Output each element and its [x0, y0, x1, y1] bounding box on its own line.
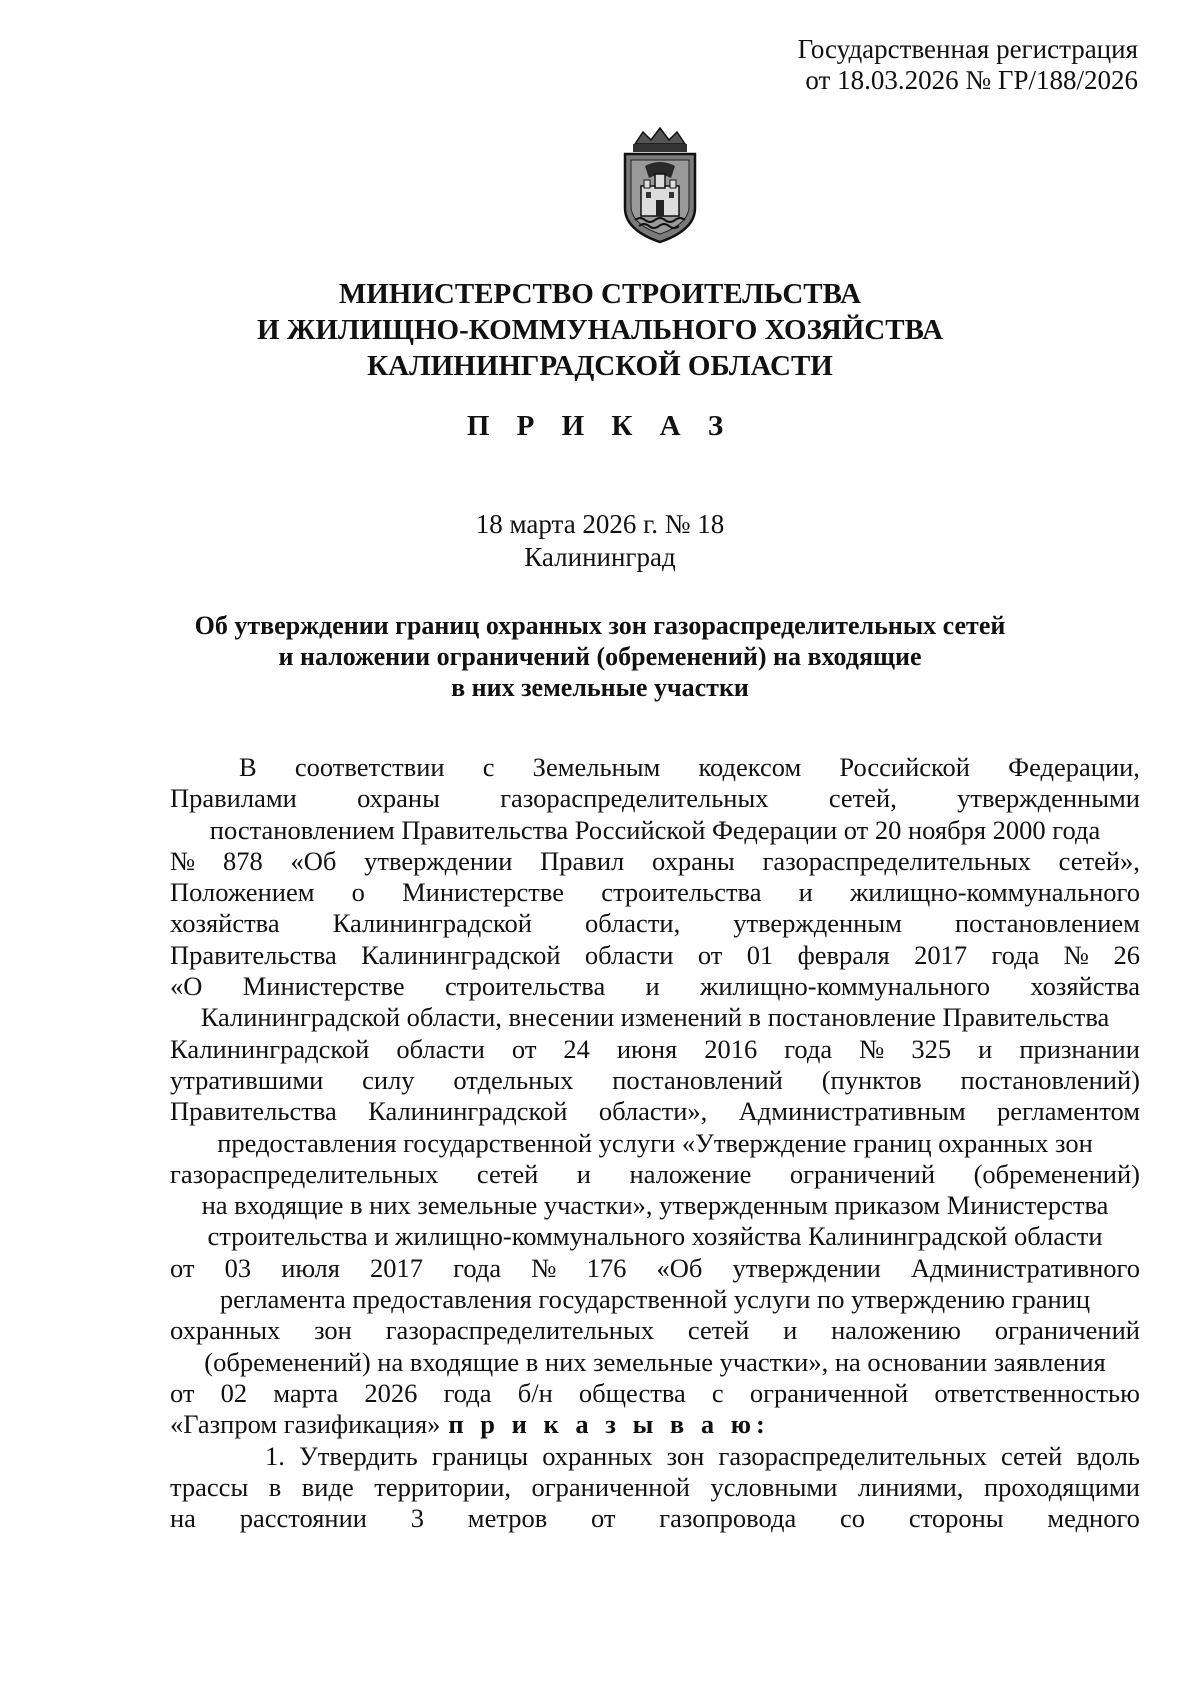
word: расстоянии: [239, 1503, 367, 1534]
word: постановлений): [960, 1064, 1140, 1095]
word: утверждении: [364, 845, 513, 876]
word: февраля: [797, 939, 890, 970]
ministry-name: [0, 276, 1200, 384]
word: границы: [431, 1440, 529, 1471]
word: Правил: [540, 845, 625, 876]
word: с: [482, 752, 495, 782]
registration-line-2: от 18.03.2026 № ГР/188/2026: [805, 65, 1138, 95]
word: постановлением: [954, 908, 1140, 939]
order-city: Калининград: [524, 542, 676, 572]
order-body: [170, 752, 1140, 1534]
word: 3: [410, 1503, 425, 1534]
word: предоставления государственной услуги «Утверждение границ охранных зон: [217, 1127, 1093, 1158]
word: «О: [170, 971, 203, 1002]
preamble-last-line: [170, 1409, 1140, 1440]
word: области: [396, 1033, 485, 1064]
text-line: [170, 1503, 1140, 1534]
word: силу: [362, 1064, 415, 1095]
word: утвержденным: [733, 908, 902, 939]
word: газораспределительных: [170, 1158, 439, 1189]
word: года: [453, 1252, 502, 1283]
word: газораспределительных: [385, 1315, 655, 1346]
word: Утвердить: [299, 1440, 418, 1471]
word: сетей,: [828, 783, 897, 814]
word: и: [978, 1033, 993, 1064]
word: утвержденными: [957, 783, 1140, 814]
text-line: [170, 1159, 1140, 1190]
word: «Об: [656, 1252, 703, 1283]
word: на: [170, 1503, 196, 1534]
word: 03: [224, 1252, 252, 1283]
word: и: [798, 877, 813, 908]
word: и: [783, 1315, 798, 1346]
word: проходящими: [983, 1471, 1140, 1502]
ministry-line-2: И ЖИЛИЩНО-КОММУНАЛЬНОГО ХОЗЯЙСТВА: [256, 314, 944, 346]
word: сетей: [687, 1315, 750, 1346]
word: вдоль: [1076, 1440, 1140, 1471]
word: б/н: [517, 1377, 553, 1408]
word: трассы: [170, 1471, 249, 1502]
word: и: [576, 1158, 591, 1189]
word: 24: [563, 1033, 590, 1064]
word: жилищно-коммунального: [850, 877, 1140, 908]
order-subject: [0, 610, 1200, 703]
word: области,: [585, 908, 681, 939]
text-line: [170, 783, 1140, 814]
text-line: [170, 1253, 1140, 1284]
word: Калининградской: [361, 939, 561, 970]
word: в: [268, 1471, 282, 1502]
word: 1.: [265, 1440, 285, 1471]
word: соответствии: [294, 752, 445, 782]
word: от: [697, 939, 723, 970]
word: общества: [578, 1377, 686, 1408]
word: «Об: [290, 845, 337, 876]
text-line: [170, 1441, 1140, 1472]
word: со: [840, 1503, 866, 1534]
word: кодексом: [698, 752, 802, 782]
word: года: [991, 939, 1040, 970]
word: Министерстве: [242, 971, 405, 1002]
word: наложению: [831, 1315, 961, 1346]
word: постановлением Правительства Российской Федерации от 20 ноября 2000 года: [209, 814, 1101, 845]
order-date: 18 марта 2026 г. № 18: [475, 509, 725, 539]
word: (обременений) на входящие в них земельные участки», на основании заявления: [204, 1346, 1106, 1377]
coat-of-arms-icon: [615, 126, 705, 246]
subject-line-1: Об утверждении границ охранных зон газораспределительных сетей: [194, 611, 1006, 640]
word: утратившими: [170, 1064, 324, 1095]
word: регламента предоставления государственной услуги по утверждению границ: [219, 1284, 1091, 1315]
word: Правилами: [170, 783, 297, 814]
text-line: [170, 1284, 1140, 1315]
ministry-line-3: КАЛИНИНГРАДСКОЙ ОБЛАСТИ: [367, 350, 833, 382]
word: области: [584, 939, 674, 970]
word: Федерации,: [1008, 752, 1140, 782]
text-line: [170, 1190, 1140, 1221]
word: области»,: [598, 1096, 708, 1127]
word: (обременений): [973, 1158, 1140, 1189]
text-line: [170, 1472, 1140, 1503]
text-line: [170, 1002, 1140, 1033]
word: 2026: [364, 1377, 418, 1408]
word: Калининградской: [332, 908, 532, 939]
word: газораспределительных: [718, 1440, 987, 1471]
word: о: [351, 877, 365, 908]
word: (пунктов: [821, 1064, 922, 1095]
word: утверждении: [732, 1252, 881, 1283]
text-line: [170, 1221, 1140, 1252]
text-line: [170, 971, 1140, 1002]
word: Земельным: [532, 752, 661, 782]
word: 02: [220, 1377, 248, 1408]
word: зон: [666, 1440, 705, 1471]
word: 2017: [370, 1252, 424, 1283]
word: 01: [746, 939, 774, 970]
decree-word: п р и к а з ы в а ю:: [448, 1409, 770, 1440]
word: отдельных: [453, 1064, 574, 1095]
text-line: [170, 815, 1140, 846]
order-item-1: [170, 1441, 1140, 1535]
text-line: [170, 752, 1140, 783]
order-title: П Р И К А З: [466, 410, 734, 442]
word: 176: [586, 1252, 627, 1283]
text-line: [170, 1128, 1140, 1159]
preamble-paragraph: [170, 752, 1140, 1409]
word: Положением: [170, 877, 315, 908]
text-line: [170, 1378, 1140, 1409]
word: жилищно-коммунального: [700, 971, 991, 1002]
word: №: [859, 1033, 885, 1064]
word: Российской: [839, 752, 970, 782]
word: охраны: [651, 845, 735, 876]
word: года: [784, 1033, 833, 1064]
word: ограничений: [994, 1315, 1140, 1346]
word: хозяйства: [1030, 971, 1140, 1002]
word: от: [170, 1377, 195, 1408]
word: от: [591, 1503, 616, 1534]
text-line: [170, 1315, 1140, 1346]
word: признании: [1019, 1033, 1140, 1064]
word: газораспределительных: [762, 845, 1031, 876]
word: 878: [223, 845, 263, 876]
subject-line-3: в них земельные участки: [451, 673, 749, 702]
word: июля: [281, 1252, 340, 1283]
word: Административного: [910, 1252, 1140, 1283]
text-line: [170, 877, 1140, 908]
word: 26: [1113, 939, 1140, 970]
word: на входящие в них земельные участки», утвержденным приказом Министерства: [201, 1190, 1109, 1221]
word: 325: [911, 1033, 952, 1064]
registration-line-1: Государственная регистрация: [797, 34, 1138, 64]
word: 2016: [704, 1033, 758, 1064]
ministry-line-1: МИНИСТЕРСТВО СТРОИТЕЛЬСТВА: [338, 278, 862, 310]
word: №: [170, 845, 196, 876]
word: метров: [467, 1503, 548, 1534]
word: сетей: [476, 1158, 539, 1189]
word: Министерстве: [402, 877, 565, 908]
word: июня: [616, 1033, 678, 1064]
word: регламентом: [997, 1096, 1140, 1127]
word: №: [531, 1252, 557, 1283]
order-date-block: [0, 508, 1200, 574]
word: хозяйства: [170, 908, 280, 939]
word: Административным: [738, 1096, 966, 1127]
word: Калининградской: [368, 1096, 568, 1127]
word: строительства: [444, 971, 606, 1002]
word: ответственностью: [934, 1377, 1140, 1408]
word: наложение: [629, 1158, 752, 1189]
word: 2017: [914, 939, 968, 970]
text-line: [170, 908, 1140, 939]
word: линиями,: [857, 1471, 964, 1502]
word: ограниченной: [749, 1377, 909, 1408]
word: сетей: [1000, 1440, 1063, 1471]
word: медного: [1047, 1503, 1140, 1534]
word: Правительства: [170, 939, 337, 970]
word: №: [1063, 939, 1090, 970]
word: Калининградской: [170, 1033, 370, 1064]
word: марта: [273, 1377, 339, 1408]
applicant-name: «Газпром газификация»: [170, 1409, 441, 1440]
subject-line-2: и наложении ограничений (обременений) на входящие: [278, 642, 922, 671]
word: условными: [710, 1471, 838, 1502]
word: ограничений: [789, 1158, 936, 1189]
text-line: [170, 1065, 1140, 1096]
word: территории,: [374, 1471, 512, 1502]
word: газопровода: [659, 1503, 797, 1534]
word: от: [511, 1033, 537, 1064]
word: ограниченной: [531, 1471, 690, 1502]
text-line: [170, 940, 1140, 971]
word: охранных: [542, 1440, 653, 1471]
word: и: [645, 971, 660, 1002]
word: сетей»,: [1058, 845, 1140, 876]
word: строительства: [601, 877, 762, 908]
text-line: [170, 1096, 1140, 1127]
word: постановлений: [612, 1064, 783, 1095]
word: Калининградской области, внесении изменений в постановление Правительства: [200, 1002, 1110, 1033]
word: охраны: [357, 783, 440, 814]
word: Правительства: [170, 1096, 337, 1127]
word: газораспределительных: [500, 783, 769, 814]
word: года: [443, 1377, 492, 1408]
word: В: [239, 752, 257, 782]
word: строительства и жилищно-коммунального хозяйства Калининградской области: [207, 1221, 1103, 1252]
word: охранных: [170, 1315, 281, 1346]
word: от: [170, 1252, 195, 1283]
word: зон: [314, 1315, 352, 1346]
state-registration-block: [798, 34, 1138, 96]
word: стороны: [908, 1503, 1004, 1534]
text-line: [170, 1034, 1140, 1065]
text-line: [170, 846, 1140, 877]
word: виде: [301, 1471, 354, 1502]
word: с: [711, 1377, 724, 1408]
text-line: [170, 1347, 1140, 1378]
